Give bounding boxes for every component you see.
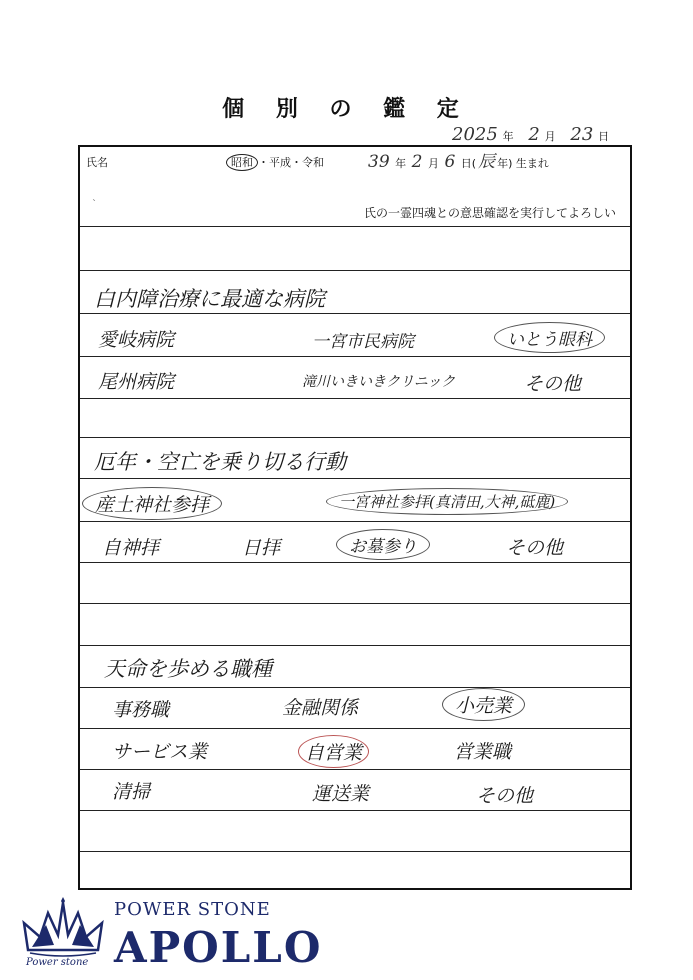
option-ichinomiya-hospital: 一宮市民病院 bbox=[312, 332, 414, 352]
section-heading-hospital: 白内障治療に最適な病院 bbox=[94, 287, 325, 311]
option-retail: 小売業 bbox=[442, 688, 525, 721]
date-year-unit: 年 bbox=[502, 130, 514, 143]
date-day: 23 bbox=[570, 124, 594, 145]
ruled-line bbox=[80, 478, 630, 479]
ruled-line bbox=[80, 270, 630, 271]
ruled-line bbox=[80, 769, 630, 770]
zodiac-suffix: 年) 生まれ bbox=[497, 157, 549, 170]
ruled-line bbox=[80, 851, 630, 852]
birth-month: 2 bbox=[411, 152, 423, 172]
option-transport: 運送業 bbox=[312, 783, 370, 805]
brand-line1: POWER STONE bbox=[114, 899, 271, 920]
date-month: 2 bbox=[528, 124, 540, 145]
ruled-line bbox=[80, 562, 630, 563]
option-ubusuna-shrine: 産土神社参拝 bbox=[82, 487, 222, 520]
section-heading-yakudoshi: 厄年・空亡を乗り切る行動 bbox=[94, 450, 346, 474]
birth-day-unit: 日( bbox=[460, 157, 477, 170]
era-selector bbox=[226, 154, 324, 170]
option-office-work: 事務職 bbox=[112, 699, 170, 721]
ruled-line bbox=[80, 398, 630, 399]
ruled-line bbox=[80, 521, 630, 522]
page-title: 個 別 の 鑑 定 bbox=[222, 96, 471, 122]
ruled-line bbox=[80, 645, 630, 646]
birth-month-unit: 月 bbox=[427, 157, 439, 170]
option-sales: 営業職 bbox=[454, 741, 512, 763]
option-other: その他 bbox=[476, 785, 534, 807]
option-aigi-hospital: 愛岐病院 bbox=[98, 329, 175, 351]
ruled-line bbox=[80, 356, 630, 357]
date-line bbox=[452, 124, 619, 145]
option-service: サービス業 bbox=[112, 741, 208, 763]
date-year: 2025 bbox=[452, 124, 498, 145]
option-nippai: 日拝 bbox=[242, 537, 281, 559]
confirmation-text: 氏の一霊四魂との意思確認を実行してよろしい bbox=[363, 206, 616, 220]
birth-year-unit: 年 bbox=[395, 157, 407, 170]
ruled-line bbox=[80, 728, 630, 729]
section-heading-occupation: 天命を歩める職種 bbox=[104, 657, 272, 681]
option-finance: 金融関係 bbox=[282, 697, 359, 719]
date-month-unit: 月 bbox=[544, 130, 556, 143]
appraisal-form bbox=[78, 145, 632, 890]
ruled-line bbox=[80, 603, 630, 604]
ruled-line bbox=[80, 810, 630, 811]
era-options: ・平成・令和 bbox=[258, 156, 324, 169]
option-jishinhai: 自神拝 bbox=[102, 537, 160, 559]
option-self-employed: 自営業 bbox=[298, 735, 369, 768]
brand-logo bbox=[18, 895, 338, 975]
option-ichinomiya-shrine: 一宮神社参拝(真清田,大神,砥鹿) bbox=[326, 488, 568, 515]
ruled-line bbox=[80, 687, 630, 688]
ruled-line bbox=[80, 313, 630, 314]
era-selected: 昭和 bbox=[226, 154, 258, 171]
option-grave-visit: お墓参り bbox=[336, 529, 430, 560]
name-row bbox=[80, 147, 630, 227]
option-bishu-hospital: 尾州病院 bbox=[98, 371, 175, 393]
option-other: その他 bbox=[524, 373, 582, 395]
zodiac: 辰 bbox=[478, 152, 496, 172]
option-ito-eye-clinic: いとう眼科 bbox=[494, 322, 605, 353]
brand-tagline: Power stone bbox=[26, 957, 89, 968]
ruled-line bbox=[80, 437, 630, 438]
pen-mark: ` bbox=[92, 199, 97, 210]
option-takigawa-clinic: 滝川いきいきクリニック bbox=[302, 374, 456, 390]
date-day-unit: 日 bbox=[598, 130, 610, 143]
birth-date bbox=[366, 147, 549, 172]
name-label: 氏名 bbox=[86, 156, 108, 169]
crown-icon bbox=[18, 895, 108, 965]
birth-day: 6 bbox=[444, 152, 456, 172]
birth-year: 39 bbox=[368, 152, 390, 172]
option-other: その他 bbox=[506, 537, 564, 559]
brand-line2: APOLLO bbox=[114, 923, 323, 972]
option-cleaning: 清掃 bbox=[112, 781, 151, 803]
